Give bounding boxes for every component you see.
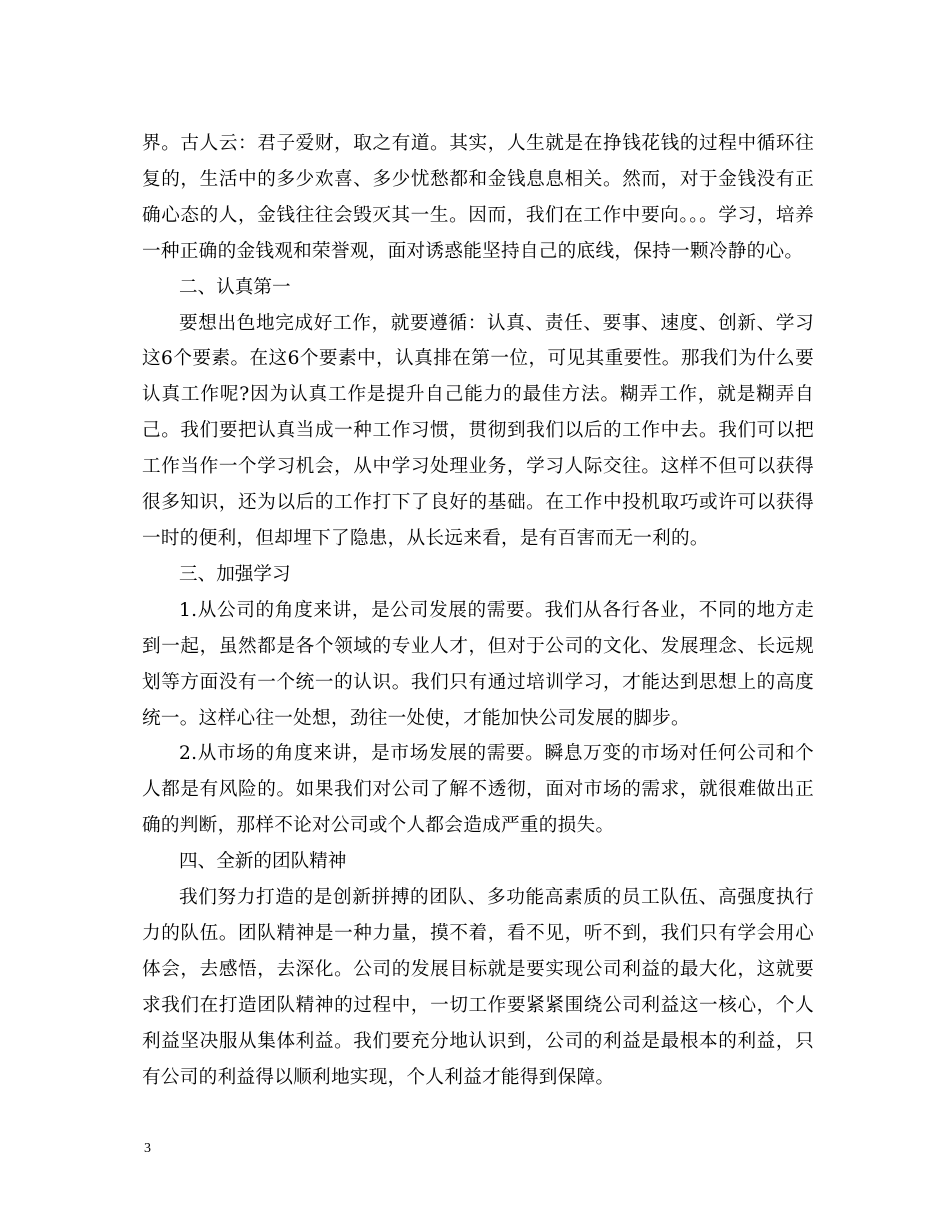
- document-body: [142, 126, 814, 1095]
- heading-serious-first: 二、认真第一: [179, 276, 291, 298]
- paragraph-company-needs: 1.从公司的角度来讲，是公司发展的需要。我们从各行各业，不同的地方走到一起，虽然都是各个领域的专业人才，但对于公司的文化、发展理念、长远规划等方面没有一个统一的认识。我们只有通过培训学习，才能达到思想上的高度统一。这样心往一处想，劲往一处使，才能加快公司发展的脚步。: [142, 599, 814, 729]
- paragraph-market-needs: 2.从市场的角度来讲，是市场发展的需要。瞬息万变的市场对任何公司和个人都是有风险的。如果我们对公司了解不透彻，面对市场的需求，就很难做出正确的判断，那样不论对公司或个人都会造成严重的损失。: [142, 743, 814, 837]
- paragraph-money-attitude: 界。古人云：君子爱财，取之有道。其实，人生就是在挣钱花钱的过程中循环往复的，生活中的多少欢喜、多少忧愁都和金钱息息相关。然而，对于金钱没有正确心态的人，金钱往往会毁灭其一生。因而，我们在工作中要向。。。学习，培养一种正确的金钱观和荣誉观，面对诱惑能坚持自己的底线，保持一颗冷静的心。: [142, 133, 814, 262]
- heading-strengthen-learning: 三、加强学习: [179, 563, 291, 585]
- paragraph-team-spirit: 我们努力打造的是创新拼搏的团队、多功能高素质的员工队伍、高强度执行力的队伍。团队精神是一种力量，摸不着，看不见，听不到，我们只有学会用心体会，去感悟，去深化。公司的发展目标就是要实现公司利益的最大化，这就要求我们在打造团队精神的过程中，一切工作要紧紧围绕公司利益这一核心，个人利益坚决服从集体利益。我们要充分地认识到，公司的利益是最根本的利益，只有公司的利益得以顺利地实现，个人利益才能得到保障。: [142, 887, 814, 1088]
- paragraph-serious-work: 要想出色地完成好工作，就要遵循：认真、责任、要事、速度、创新、学习这6个要素。在这6个要素中，认真排在第一位，可见其重要性。那我们为什么要认真工作呢?因为认真工作是提升自己能力的最佳方法。糊弄工作，就是糊弄自己。我们要把认真当成一种工作习惯，贯彻到我们以后的工作中去。我们可以把工作当作一个学习机会，从中学习处理业务，学习人际交往。这样不但可以获得很多知识，还为以后的工作打下了良好的基础。在工作中投机取巧或许可以获得一时的便利，但却埋下了隐患，从长远来看，是有百害而无一利的。: [142, 312, 814, 549]
- heading-team-spirit: 四、全新的团队精神: [179, 851, 347, 873]
- page-number: 3: [144, 1141, 151, 1156]
